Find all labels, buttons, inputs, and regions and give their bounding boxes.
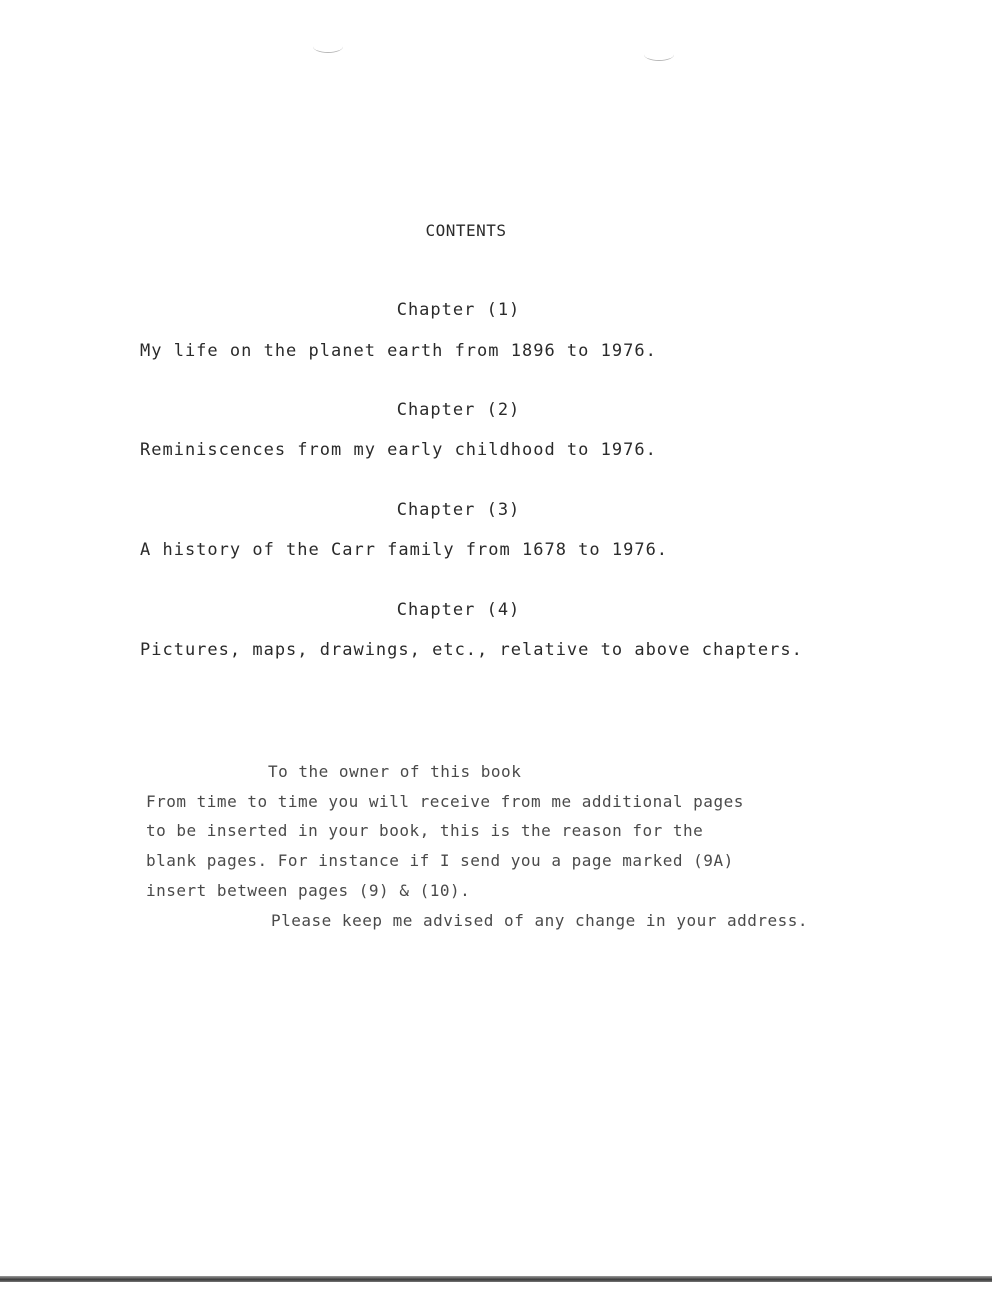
chapter-heading: Chapter (4) <box>396 600 521 620</box>
note-line: From time to time you will receive from me additional pages <box>146 792 744 811</box>
chapter-description: Pictures, maps, drawings, etc., relative to above chapters. <box>140 640 803 660</box>
chapter-description: Reminiscences from my early childhood to 1976. <box>140 440 657 460</box>
punch-hole-mark <box>313 40 343 53</box>
chapter-heading: Chapter (2) <box>396 400 521 420</box>
chapter-description: My life on the planet earth from 1896 to 1976. <box>140 341 657 361</box>
note-closing: Please keep me advised of any change in your address. <box>271 911 809 930</box>
punch-hole-mark <box>644 48 674 61</box>
note-line: to be inserted in your book, this is the reason for the <box>146 821 704 840</box>
note-line: blank pages. For instance if I send you a page marked (9A) <box>146 851 734 870</box>
note-greeting: To the owner of this book <box>268 762 522 781</box>
page-title: CONTENTS <box>425 221 507 240</box>
chapter-description: A history of the Carr family from 1678 to 1976. <box>140 540 669 560</box>
page-bottom-edge <box>0 1276 992 1282</box>
note-line: insert between pages (9) & (10). <box>146 881 471 900</box>
chapter-heading: Chapter (3) <box>396 500 521 520</box>
chapter-heading: Chapter (1) <box>396 300 521 320</box>
